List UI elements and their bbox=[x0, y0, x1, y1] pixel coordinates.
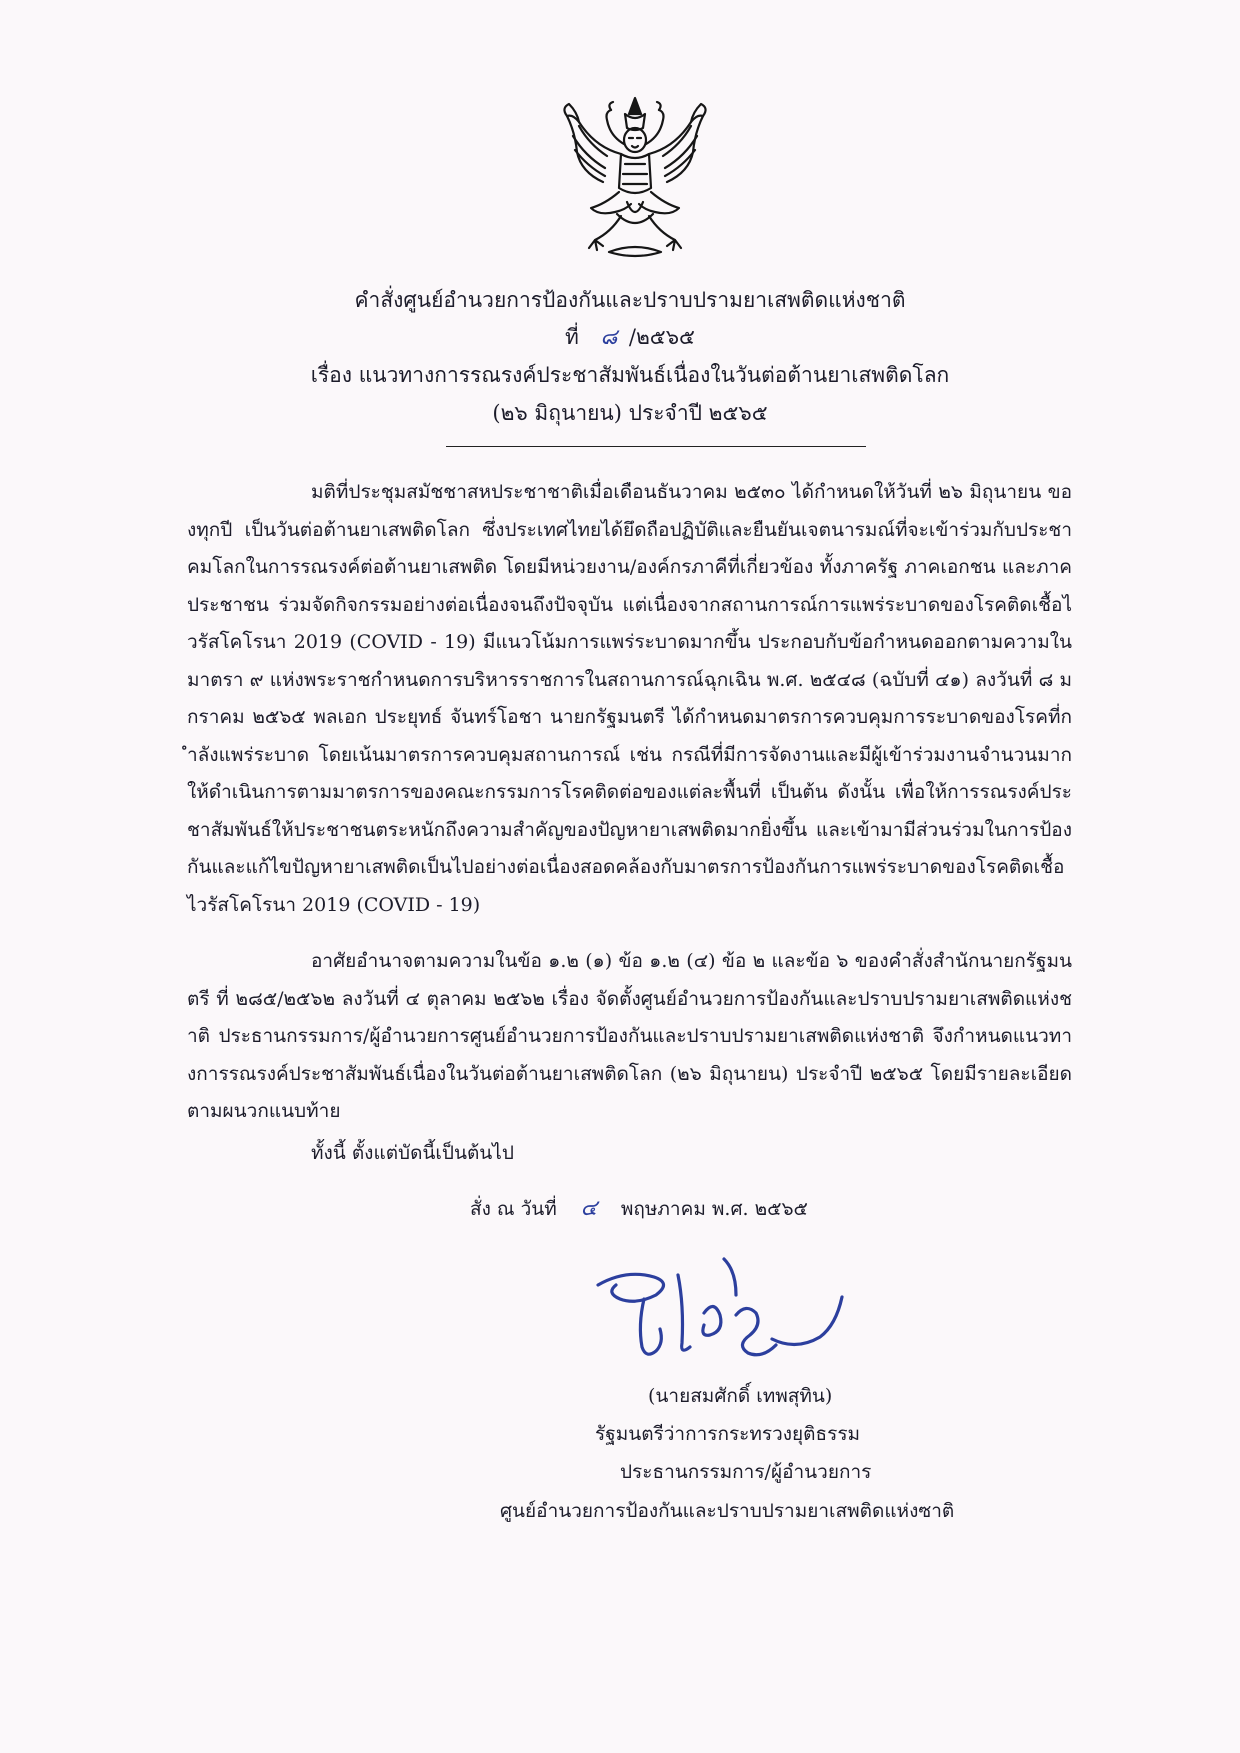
order-title: คำสั่งศูนย์อำนวยการป้องกันและปราบปรามยาเสพติดแห่งชาติ bbox=[354, 288, 906, 312]
effective-clause: ทั้งนี้ ตั้งแต่บัดนี้เป็นต้นไป bbox=[311, 1142, 514, 1164]
order-number-label: ที่ bbox=[565, 325, 579, 349]
signer-position-3: ศูนย์อำนวยการป้องกันและปราบปรามยาเสพติดแห่งซาติ bbox=[500, 1500, 955, 1522]
signer-position-2: ประธานกรรมการ/ผู้อำนวยการ bbox=[620, 1461, 872, 1483]
signer-name: (นายสมศักดิ์ เทพสุทิน) bbox=[648, 1385, 833, 1407]
body-paragraph-2: อาศัยอำนาจตามความในข้อ ๑.๒ (๑) ข้อ ๑.๒ (๔) ข้อ ๒ และข้อ ๖ ของคำสั่งสำนักนายกรัฐมนตรี ที่ ๒๘๕/๒๕๖๒ ลงวันที่ ๔ ตุลาคม ๒๕๖๒ เรื่อง จัดตั้งศูนย์อำนวยการป้องกันและปราบปรามยาเสพติดแห่งชาติ ประธานกรรมการ/ผู้อำนวยการศูนย์อำนวยการป้องกันและปราบปรามยาเสพติดแห่งชาติ จึงกำหนดแนวทางการรณรงค์ประชาสัมพันธ์เนื่องในวันต่อต้านยาเสพติดโลก (๒๖ มิถุนายน) ประจำปี ๒๕๖๕ โดยมีรายละเอียดตามผนวกแนบท้าย bbox=[187, 950, 1072, 1122]
order-subject-line2: (๒๖ มิถุนายน) ประจำปี ๒๕๖๕ bbox=[492, 401, 768, 425]
given-date-prefix: สั่ง ณ วันที่ bbox=[470, 1198, 557, 1220]
order-subject: เรื่อง แนวทางการรณรงค์ประชาสัมพันธ์เนื่องในวันต่อต้านยาเสพติดโลก bbox=[310, 363, 950, 387]
order-number bbox=[300, 320, 960, 355]
order-number-handwritten: ๘ bbox=[600, 325, 618, 350]
garuda-emblem-icon bbox=[555, 92, 715, 262]
body-paragraph-1: มติที่ประชุมสมัชชาสหประชาชาติเมื่อเดือนธันวาคม ๒๕๓๐ ได้กำหนดให้วันที่ ๒๖ มิถุนายน ของทุกปี เป็นวันต่อต้านยาเสพติดโลก ซึ่งประเทศไทยได้ยึดถือปฏิบัติและยืนยันเจตนารมณ์ที่จะเข้าร่วมกับประชาคมโลกในการรณรงค์ต่อต้านยาเสพติด โดยมีหน่วยงาน/องค์กรภาคีที่เกี่ยวข้อง ทั้งภาครัฐ ภาคเอกชน และภาคประชาชน ร่วมจัดกิจกรรมอย่างต่อเนื่องจนถึงปัจจุบัน แต่เนื่องจากสถานการณ์การแพร่ระบาดของโรคติดเชื้อไวรัสโคโรนา 2019 (COVID - 19) มีแนวโน้มการแพร่ระบาดมากขึ้น ประกอบกับข้อกำหนดออกตามความในมาตรา ๙ แห่งพระราชกำหนดการบริหารราชการในสถานการณ์ฉุกเฉิน พ.ศ. ๒๕๔๘ (ฉบับที่ ๔๑) ลงวันที่ ๘ มกราคม ๒๕๖๕ พลเอก ประยุทธ์ จันทร์โอชา นายกรัฐมนตรี ได้กำหนดมาตรการควบคุมการระบาดของโรคที่กำลังแพร่ระบาด โดยเน้นมาตรการควบคุมสถานการณ์ เช่น กรณีที่มีการจัดงานและมีผู้เข้าร่วมงานจำนวนมาก ให้ดำเนินการตามมาตรการของคณะกรรมการโรคติดต่อของแต่ละพื้นที่ เป็นต้น ดังนั้น เพื่อให้การรณรงค์ประชาสัมพันธ์ให้ประชาชนตระหนักถึงความสำคัญของปัญหายาเสพติดมากยิ่งขึ้น และเข้ามามีส่วนร่วมในการป้องกันและแก้ไขปัญหายาเสพติดเป็นไปอย่างต่อเนื่องสอดคล้องกับมาตรการป้องกันการแพร่ระบาดของโรคติดเชื้อไวรัสโคโรนา 2019 (COVID - 19) bbox=[187, 481, 1072, 916]
given-date bbox=[470, 1190, 808, 1229]
handwritten-signature bbox=[586, 1255, 856, 1370]
order-number-suffix: /๒๕๖๕ bbox=[628, 325, 695, 349]
given-date-month-year: พฤษภาคม พ.ศ. ๒๕๖๕ bbox=[620, 1198, 808, 1220]
header-divider bbox=[446, 446, 866, 447]
given-date-day-handwritten: ๔ bbox=[580, 1196, 598, 1221]
signer-position-1: รัฐมนตรีว่าการกระทรวงยุติธรรม bbox=[595, 1423, 861, 1445]
